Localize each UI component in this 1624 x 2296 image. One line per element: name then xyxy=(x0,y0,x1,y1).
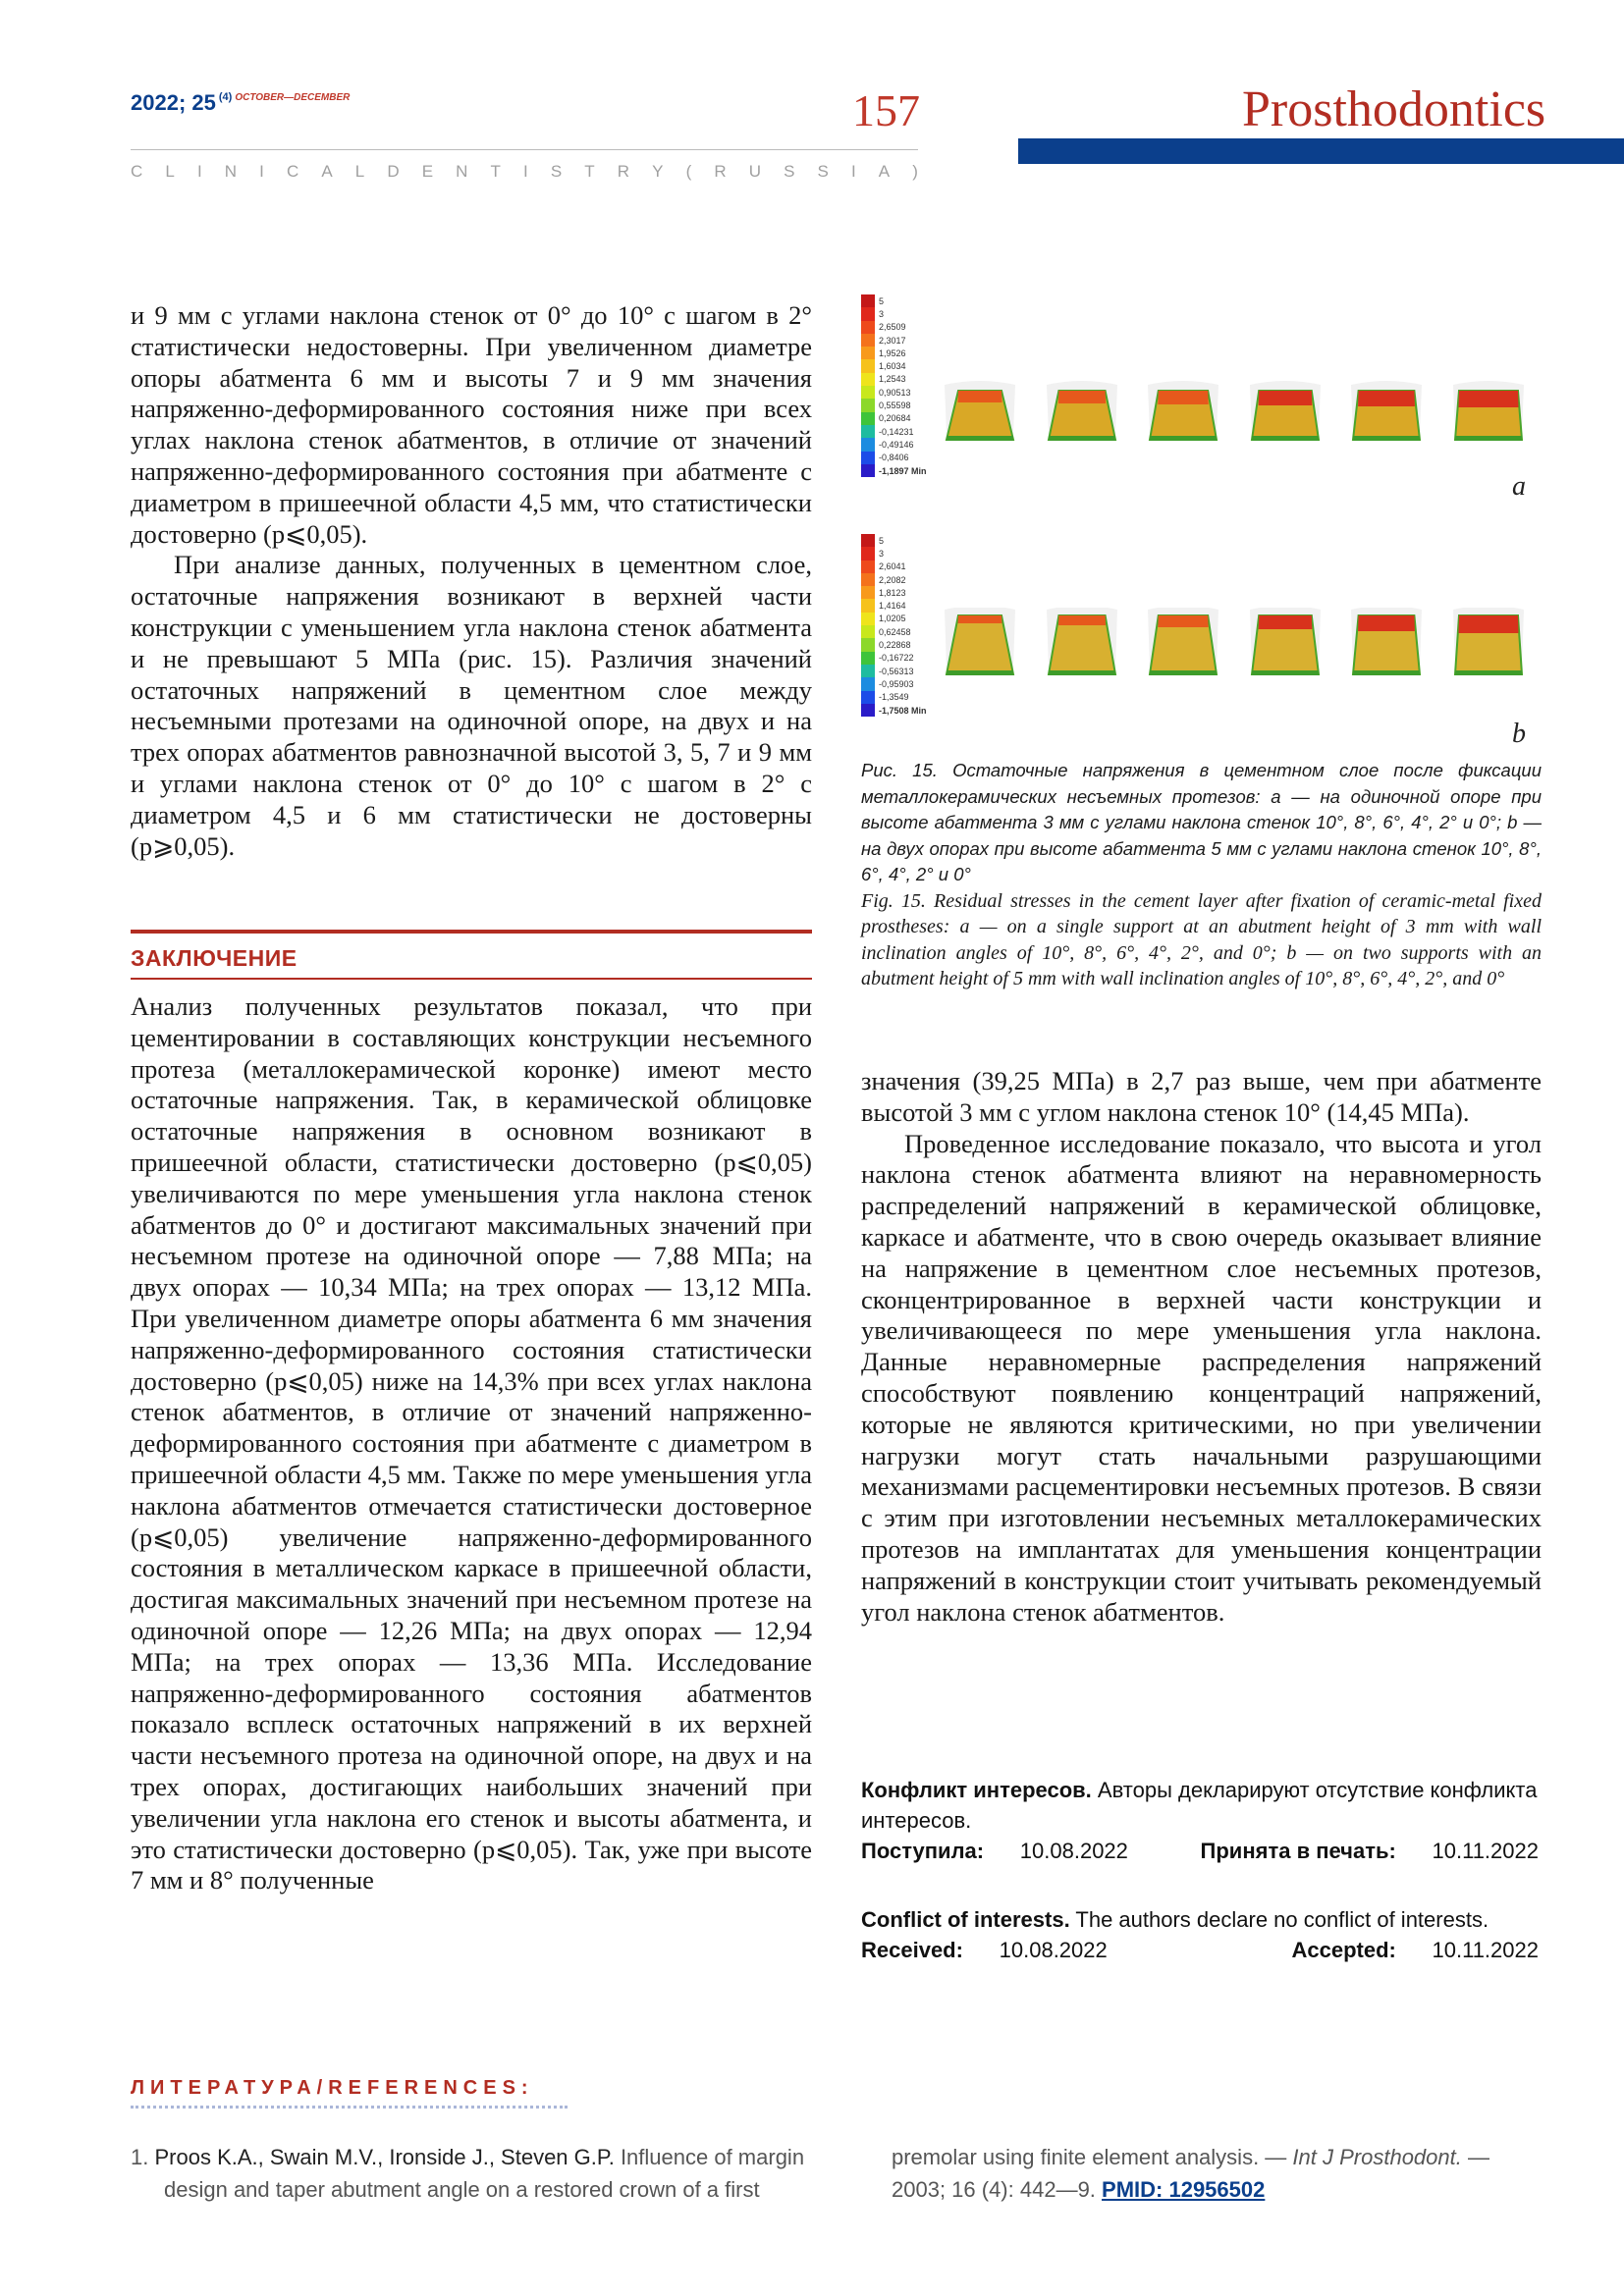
legend-label: 2,2082 xyxy=(879,574,906,585)
figure-panel-b xyxy=(861,534,1542,750)
issue-period: OCTOBER—DECEMBER xyxy=(235,92,351,103)
legend-entry xyxy=(861,294,979,307)
legend-swatch xyxy=(861,464,875,477)
paragraph: При анализе данных, полученных в цементном слое, остаточные напряжения возникают в верхней части конструкции с уменьшением угла наклона стенок абатмента и не превышают 5 МПа (рис. 15). Различия значений остаточных напряжений в цементном слое между несъемными протезами на одиночной опоре, на двух и на трех опорах абатментов равнозначной высотой 3, 5, 7 и 9 мм и углами наклона стенок от 0° до 10° с шагом в 2° с диаметром 4,5 и 6 мм статистически не достоверны (p⩾0,05). xyxy=(131,550,812,861)
received-date: 10.08.2022 xyxy=(999,1938,1108,1962)
reference-journal: Int J Prosthodont. xyxy=(1292,2145,1462,2169)
reference-item-continued xyxy=(892,2141,1544,2206)
conclusion-heading: ЗАКЛЮЧЕНИЕ xyxy=(131,930,812,980)
crown-model xyxy=(1240,373,1330,461)
crown-model xyxy=(1341,373,1432,461)
journal-letter: L xyxy=(165,162,175,181)
right-column-text xyxy=(861,1066,1542,1628)
journal-letter: R xyxy=(617,162,630,181)
legend-label: -0,8406 xyxy=(879,453,909,463)
journal-letter: A xyxy=(878,162,891,181)
dates-row xyxy=(861,1935,1539,1965)
legend-swatch xyxy=(861,704,875,717)
journal-letter: Y xyxy=(652,162,664,181)
legend-swatch xyxy=(861,294,875,307)
crown-row xyxy=(935,373,1534,461)
journal-letter: I xyxy=(523,162,528,181)
legend-label: 5 xyxy=(879,295,885,306)
legend-swatch xyxy=(861,452,875,464)
journal-letter: E xyxy=(421,162,434,181)
reference-number: 1. xyxy=(131,2145,149,2169)
legend-label: 0,55598 xyxy=(879,400,911,411)
paragraph: Проведенное исследование показало, что высота и угол наклона стенок абатмента влияют на неравномерность распределений напряжений в керамической облицовке, каркасе и абатменте, что в свою очередь оказывает влияние на напряжение в цементном слое несъемных протезов, сконцентрированное в верхней части конструкции и увеличивающееся по мере уменьшения угла наклона. Данные неравномерные распределения напряжений способствуют появлению концентраций напряжений, которые не являются критическими, но при увеличении нагрузки могут стать начальными разрушающими механизмами расцементировки несъемных протезов. В связи с этим при изготовлении несъемных металлокерамических протезов на имплантатах для уменьшения концентрации напряжений в конструкции стоит учитывать рекомендуемый угол наклона стенок абатментов. xyxy=(861,1128,1542,1627)
legend-label: 3 xyxy=(879,548,885,559)
legend-swatch xyxy=(861,652,875,665)
reference-authors: Proos K.A., Swain M.V., Ironside J., Steven G.P. xyxy=(154,2145,615,2169)
legend-label: 1,0205 xyxy=(879,614,906,624)
journal-letter: U xyxy=(748,162,761,181)
legend-entry xyxy=(861,573,979,586)
references-divider xyxy=(131,2106,568,2109)
header-accent-bar xyxy=(1018,138,1624,164)
page-number: 157 xyxy=(852,85,920,135)
legend-entry xyxy=(861,347,979,359)
section-title: Prosthodontics xyxy=(1242,81,1546,137)
crown-model xyxy=(1341,608,1432,696)
legend-swatch xyxy=(861,438,875,451)
legend-label: 1,2543 xyxy=(879,374,906,385)
legend-swatch xyxy=(861,677,875,690)
legend-entry xyxy=(861,359,979,372)
dates-row xyxy=(861,1836,1539,1866)
journal-letter: S xyxy=(784,162,795,181)
reference-details: — 2003; 16 (4): 442—9. xyxy=(892,2145,1489,2202)
journal-letter: A xyxy=(321,162,333,181)
legend-swatch xyxy=(861,638,875,651)
received-label: Поступила: xyxy=(861,1839,985,1863)
journal-letter: C xyxy=(286,162,299,181)
journal-letter: R xyxy=(714,162,727,181)
legend-entry xyxy=(861,547,979,560)
legend-label: 3 xyxy=(879,308,885,319)
journal-letter: T xyxy=(490,162,501,181)
journal-name xyxy=(131,162,918,182)
crown-model xyxy=(1443,373,1534,461)
legend-swatch xyxy=(861,586,875,599)
received-label: Received: xyxy=(861,1938,963,1962)
paragraph: Анализ полученных результатов показал, что при цементировании в составляющих конструкции несъемного протеза (металлокерамической коронке) имеют место остаточные напряжения. Так, в керамической облицовке остаточные напряжения в основном возникают в пришеечной области, статистически достоверно (p⩽0,05) увеличиваются по мере уменьшения угла наклона стенок абатментов до 0° и достигают максимальных значений при несъемном протезе на одиночной опоре — 7,88 МПа; на двух опорах — 10,34 МПа; на трех опорах — 13,12 МПа. При увеличенном диаметре опоры абатмента 6 мм значения напряженно-деформированного состояния статистически достоверно (p⩽0,05) ниже на 14,3% при всех углах наклона стенок абатментов, в отличие от значений напряженно-деформированного состояния при абатменте с диаметром в пришеечной области 4,5 мм. Также по мере уменьшения угла наклона абатментов отмечается статистически достоверное (p⩽0,05) увеличение напряженно-деформированного состояния в металлическом каркасе в пришеечной области, достигая максимальных значений при несъемном протезе на одиночной опоре — 12,26 МПа; на двух опорах — 12,94 МПа; на трех опорах — 13,36 МПа. Исследование напряженно-деформированного состояния абатментов показало всплеск остаточных напряжений в их верхней части несъемного протеза на одиночной опоре, на двух и на трех опорах, достигающих наибольших значений при увеличении угла наклона его стенок и высоты абатмента, и это статистически достоверно (p⩽0,05). Так, уже при высоте 7 мм и 8° полученные xyxy=(131,991,812,1896)
legend-swatch xyxy=(861,665,875,677)
pmid-link[interactable]: PMID: 12956502 xyxy=(1102,2177,1266,2202)
paragraph: и 9 мм с углами наклона стенок от 0° до 10° с шагом в 2° статистически недостоверны. При увеличенном диаметре опоры абатмента 6 мм и высоты 7 и 9 мм значения напряженно-деформированного состояния ниже при всех углах наклона стенок абатментов, в отличие от значений напряженно-деформированного состояния при абатменте с диаметром в пришеечной области 4,5 мм, что статистически достоверно (p⩽0,05). xyxy=(131,300,812,549)
issue-number: (4) xyxy=(218,91,233,103)
legend-swatch xyxy=(861,425,875,438)
legend-swatch xyxy=(861,547,875,560)
journal-letter: N xyxy=(456,162,468,181)
journal-letter: I xyxy=(850,162,856,181)
reference-title: Influence of margin design and taper abutment angle on a restored crown of a first xyxy=(164,2145,805,2202)
legend-label: -0,56313 xyxy=(879,666,914,676)
journal-letter: T xyxy=(584,162,595,181)
legend-entry xyxy=(861,307,979,320)
legend-swatch xyxy=(861,321,875,334)
crown-model xyxy=(1037,608,1127,696)
journal-letter: S xyxy=(550,162,563,181)
legend-entry xyxy=(861,586,979,599)
legend-swatch xyxy=(861,412,875,425)
crown-model xyxy=(1138,373,1228,461)
accepted-date: 10.11.2022 xyxy=(1432,1839,1539,1863)
legend-label: 1,6034 xyxy=(879,361,906,372)
legend-swatch xyxy=(861,573,875,586)
reference-item xyxy=(131,2141,846,2206)
legend-swatch xyxy=(861,625,875,638)
journal-letter: I xyxy=(196,162,202,181)
legend-label: 0,62458 xyxy=(879,626,911,637)
accepted-label: Accepted: xyxy=(1291,1938,1396,1962)
accepted-label: Принята в печать: xyxy=(1200,1839,1396,1863)
crown-model xyxy=(1240,608,1330,696)
legend-swatch xyxy=(861,347,875,359)
legend-label: -0,49146 xyxy=(879,439,914,450)
received-date: 10.08.2022 xyxy=(1019,1839,1128,1863)
legend-entry xyxy=(861,464,979,477)
conflict-text: Авторы декларируют отсутствие конфликта интересов. xyxy=(861,1778,1538,1833)
crown-row xyxy=(935,608,1534,696)
legend-label: 0,20684 xyxy=(879,413,911,424)
legend-label: 0,90513 xyxy=(879,387,911,398)
legend-swatch xyxy=(861,613,875,625)
legend-entry xyxy=(861,704,979,717)
legend-label: 1,4164 xyxy=(879,601,906,612)
legend-swatch xyxy=(861,373,875,386)
conflict-label: Conflict of interests. xyxy=(861,1907,1070,1932)
figure-caption-ru: Рис. 15. Остаточные напряжения в цементном слое после фиксации металлокерамических несъемных протезов: a — на одиночной опоре при высоте абатмента 3 мм с углами наклона стенок 10°, 8°, 6°, 4°, 2° и 0°; b — на двух опорах при высоте абатмента 5 мм с углами наклона стенок 10°, 8°, 6°, 4°, 2° и 0° xyxy=(861,760,1542,884)
paragraph: значения (39,25 МПа) в 2,7 раз выше, чем при абатменте высотой 3 мм с углом наклона стенок 10° (14,45 МПа). xyxy=(861,1066,1542,1127)
legend-label: -1,7508 Min xyxy=(879,705,927,716)
journal-letter: ( xyxy=(685,162,692,181)
legend-label: 1,9526 xyxy=(879,347,906,358)
legend-swatch xyxy=(861,334,875,347)
figure-panel-a xyxy=(861,294,1542,510)
journal-letter: C xyxy=(131,162,143,181)
conflict-label: Конфликт интересов. xyxy=(861,1778,1092,1802)
crown-model xyxy=(1037,373,1127,461)
header-rule xyxy=(131,149,918,150)
legend-swatch xyxy=(861,691,875,704)
accepted-date: 10.11.2022 xyxy=(1432,1938,1539,1962)
journal-letter: I xyxy=(259,162,264,181)
legend-swatch xyxy=(861,599,875,612)
legend-label: -1,1897 Min xyxy=(879,465,927,476)
legend-swatch xyxy=(861,307,875,320)
legend-swatch xyxy=(861,386,875,399)
legend-entry xyxy=(861,534,979,547)
left-column-top xyxy=(131,300,812,862)
legend-label: 0,22868 xyxy=(879,640,911,651)
legend-label: 2,6509 xyxy=(879,322,906,333)
legend-label: -1,3549 xyxy=(879,692,909,703)
legend-label: -0,14231 xyxy=(879,426,914,437)
figure-15 xyxy=(861,294,1542,992)
legend-label: 1,8123 xyxy=(879,587,906,598)
legend-swatch xyxy=(861,561,875,573)
figure-caption-en: Fig. 15. Residual stresses in the cement layer after fixation of ceramic-metal fixed prostheses: a — on a single support at an abutment height of 3 mm with wall inclination angles of 10°, 8°, 6°, 4°, 2°, and 0°; b — on two supports with an abutment height of 5 mm with wall inclination angles of 10°, 8°, 6°, 4°, 2°, and 0° xyxy=(861,889,1542,989)
conflict-block-ru xyxy=(861,1775,1539,1866)
conflict-text: The authors declare no conflict of interests. xyxy=(1069,1907,1489,1932)
legend-label: -0,95903 xyxy=(879,678,914,689)
crown-model xyxy=(935,373,1025,461)
legend-label: 2,6041 xyxy=(879,561,906,572)
legend-entry xyxy=(861,334,979,347)
reference-text: premolar using finite element analysis. — xyxy=(892,2145,1293,2169)
conflict-block-en xyxy=(861,1904,1539,1965)
legend-entry xyxy=(861,321,979,334)
crown-model xyxy=(1138,608,1228,696)
journal-letter: S xyxy=(817,162,829,181)
legend-label: 5 xyxy=(879,535,885,546)
panel-label: b xyxy=(1512,719,1526,749)
crown-model xyxy=(935,608,1025,696)
journal-letter: D xyxy=(387,162,400,181)
journal-letter: N xyxy=(224,162,238,181)
panel-label: a xyxy=(1512,471,1526,502)
legend-entry xyxy=(861,561,979,573)
crown-model xyxy=(1443,608,1534,696)
left-column-conclusion xyxy=(131,991,812,1896)
legend-swatch xyxy=(861,399,875,411)
legend-label: 2,3017 xyxy=(879,335,906,346)
references-heading: ЛИТЕРАТУРА/REFERENCES: xyxy=(131,2077,534,2099)
issue-year: 2022; 25 $^{(4)}$ $^{OCTOBER—DECEMBER}$ xyxy=(131,90,351,115)
journal-letter: L xyxy=(354,162,365,181)
legend-swatch xyxy=(861,534,875,547)
legend-swatch xyxy=(861,359,875,372)
journal-letter: ) xyxy=(912,162,918,181)
legend-label: -0,16722 xyxy=(879,653,914,664)
